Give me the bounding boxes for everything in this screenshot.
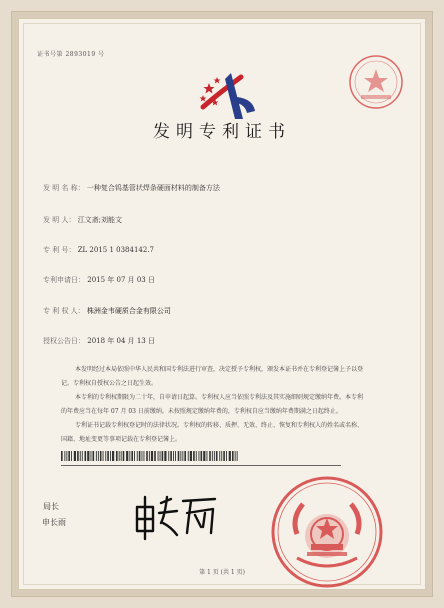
director-signature-icon bbox=[131, 493, 219, 541]
invention-name-row bbox=[43, 183, 220, 193]
director-name-label: 申长雨 bbox=[42, 518, 66, 527]
invention-name-label: 发 明 名 称： bbox=[43, 184, 85, 192]
certificate-number-suffix: 号 bbox=[98, 51, 105, 58]
patentee: 株洲金韦硬质合金有限公司 bbox=[86, 307, 171, 315]
patentee-label: 专 利 权 人： bbox=[43, 307, 85, 315]
patentee-row bbox=[43, 306, 171, 316]
invention-name: 一种复合钨基管状焊条硬面材料的制备方法 bbox=[86, 184, 220, 192]
body-paragraph-2: 本专利的专利权期限为二十年，自申请日起算。专利权人应当依照专利法及其实施细则规定缴纳年费。本专利的年费应当在每年 07 月 03 日前缴纳。未按照规定缴纳年费的，专利权自应当缴纳年费期满之日起终止。 bbox=[61, 394, 364, 415]
barcode-strip bbox=[61, 451, 241, 461]
patent-number-row bbox=[43, 245, 154, 255]
certificate-number bbox=[37, 49, 105, 58]
grant-date: 2018 年 04 月 13 日 bbox=[87, 337, 155, 345]
certificate-number-value: 2893019 bbox=[65, 51, 96, 58]
patent-number: ZL 2015 1 0384142.7 bbox=[77, 246, 154, 254]
inventors: 江文斋;刘能文 bbox=[77, 216, 123, 224]
grant-date-row bbox=[43, 336, 155, 346]
certificate-title: 发明专利证书 bbox=[153, 122, 291, 142]
patent-number-label: 专 利 号： bbox=[43, 246, 76, 254]
divider-line bbox=[61, 465, 341, 466]
certificate-number-label: 证书号第 bbox=[37, 51, 64, 58]
grant-date-label: 授权公告日： bbox=[43, 337, 85, 345]
page-footer: 第 1 页 (共 1 页) bbox=[199, 569, 245, 576]
small-seal-stamp-icon bbox=[347, 53, 405, 111]
filing-date: 2015 年 07 月 03 日 bbox=[87, 276, 155, 284]
filing-date-label: 专利申请日： bbox=[43, 276, 85, 284]
filing-date-row bbox=[43, 275, 155, 285]
body-paragraph-3: 专利证书记载专利权登记时的法律状况。专利权的转移、质押、无效、终止、恢复和专利权人的姓名或名称、国籍、地址变更等事项记载在专利登记簿上。 bbox=[61, 422, 364, 443]
director-title-label: 局长 bbox=[43, 502, 59, 511]
body-paragraph-1: 本发明经过本局依照中华人民共和国专利法进行审查，决定授予专利权，颁发本证书并在专利登记簿上予以登记。专利权自授权公告之日起生效。 bbox=[61, 366, 364, 387]
certificate-body bbox=[61, 363, 363, 447]
inventors-row bbox=[43, 215, 122, 225]
inventors-label: 发 明 人： bbox=[43, 216, 76, 224]
certificate-paper bbox=[18, 18, 426, 590]
